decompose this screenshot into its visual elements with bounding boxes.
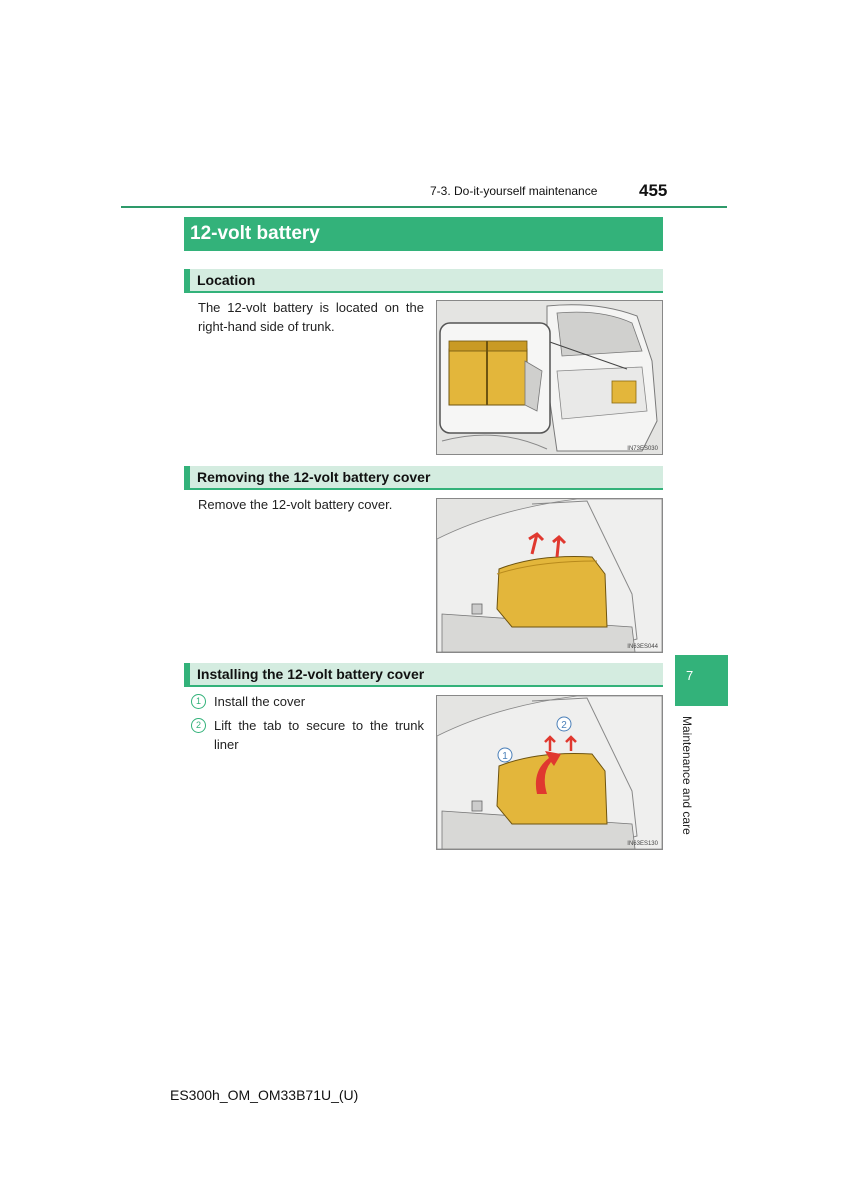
svg-text:1: 1 xyxy=(502,751,508,762)
chapter-label: Maintenance and care xyxy=(680,716,694,835)
remove-cover-figure xyxy=(436,498,663,653)
install-cover-illustration xyxy=(437,696,662,849)
page-number: 455 xyxy=(639,181,668,200)
removing-text: Remove the 12-volt battery cover. xyxy=(198,497,393,512)
svg-text:2: 2 xyxy=(561,720,567,731)
figure-code: IN73ES030 xyxy=(627,446,658,452)
running-header-section: 7-3. Do-it-yourself maintenance xyxy=(430,184,598,198)
figure-code: IN63ES130 xyxy=(627,841,658,847)
figure-code: IN63ES044 xyxy=(627,644,658,650)
step-number-1: 1 xyxy=(191,694,206,709)
page-title: 12-volt battery xyxy=(184,217,663,251)
battery-location-figure xyxy=(436,300,663,455)
header-divider xyxy=(121,206,727,208)
remove-cover-illustration xyxy=(437,499,662,652)
chapter-tab xyxy=(675,655,728,706)
section-heading-installing: Installing the 12-volt battery cover xyxy=(184,663,663,687)
install-cover-figure xyxy=(436,695,663,850)
step-text-2: Lift the tab to secure to the trunk liner xyxy=(214,718,424,752)
footer-document-code: ES300h_OM_OM33B71U_(U) xyxy=(170,1087,359,1103)
section-heading-removing: Removing the 12-volt battery cover xyxy=(184,466,663,490)
location-text: The 12-volt battery is located on the right-hand side of trunk. xyxy=(198,300,424,334)
trunk-location-illustration xyxy=(437,301,662,454)
section-heading-location: Location xyxy=(184,269,663,293)
chapter-number: 7 xyxy=(686,668,694,683)
step-text-1: Install the cover xyxy=(214,694,306,709)
step-number-2: 2 xyxy=(191,718,206,733)
